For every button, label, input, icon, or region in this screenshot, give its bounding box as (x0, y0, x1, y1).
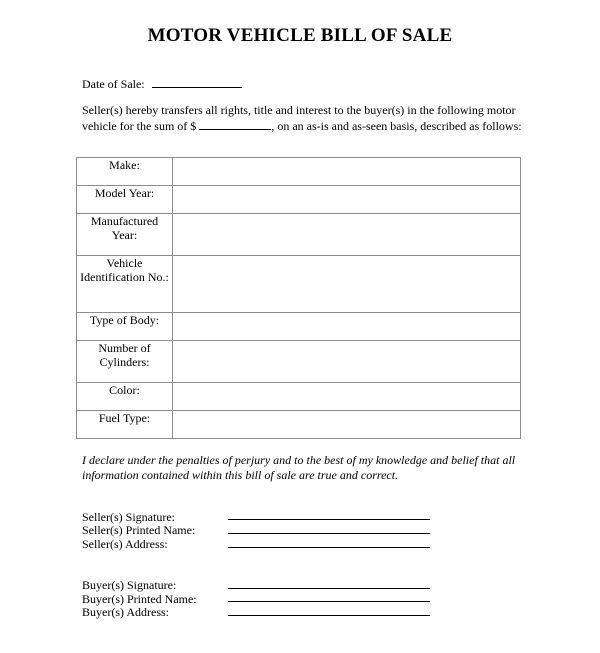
transfer-statement-part1: Seller(s) hereby transfers all rights, title and interest to the buyer(s) in the following motor vehicle for the sum of $ (82, 103, 516, 133)
perjury-declaration: I declare under the penalties of perjury and to the best of my knowledge and belief that all information contained within this bill of sale are true and correct. (82, 453, 516, 482)
transfer-statement (82, 103, 522, 134)
number-of-cylinders-field[interactable] (173, 341, 521, 383)
type-of-body-label: Type of Body: (77, 313, 173, 341)
color-label: Color: (77, 383, 173, 411)
sale-amount-field[interactable] (199, 118, 271, 130)
seller-signature-line[interactable] (228, 519, 430, 520)
seller-address-label: Seller(s) Address: (82, 537, 168, 551)
table-row (77, 383, 521, 411)
fuel-type-label: Fuel Type: (77, 411, 173, 439)
manufactured-year-field[interactable] (173, 214, 521, 256)
document-title: MOTOR VEHICLE BILL OF SALE (147, 25, 453, 46)
table-row (77, 341, 521, 383)
type-of-body-field[interactable] (173, 313, 521, 341)
buyer-signature-line[interactable] (228, 588, 430, 589)
manufactured-year-label: Manufactured Year: (77, 214, 173, 256)
transfer-statement-part2: , on an as-is and as-seen basis, described as follows: (271, 119, 522, 133)
table-row (77, 256, 521, 313)
table-row (77, 158, 521, 186)
vin-field[interactable] (173, 256, 521, 313)
table-row (77, 411, 521, 439)
buyer-printed-name-line[interactable] (228, 601, 430, 602)
fuel-type-field[interactable] (173, 411, 521, 439)
buyer-address-line[interactable] (228, 615, 430, 616)
table-row (77, 214, 521, 256)
date-of-sale-field[interactable] (152, 76, 242, 88)
seller-printed-name-line[interactable] (228, 533, 430, 534)
table-row (77, 313, 521, 341)
color-field[interactable] (173, 383, 521, 411)
buyer-printed-name-label: Buyer(s) Printed Name: (82, 592, 197, 606)
table-row (77, 186, 521, 214)
buyer-signature-label: Buyer(s) Signature: (82, 578, 177, 592)
make-field[interactable] (173, 158, 521, 186)
date-of-sale-label: Date of Sale: (82, 77, 145, 91)
vin-label: Vehicle Identification No.: (77, 256, 173, 313)
model-year-label: Model Year: (77, 186, 173, 214)
make-label: Make: (77, 158, 173, 186)
model-year-field[interactable] (173, 186, 521, 214)
date-of-sale-row (82, 76, 242, 92)
seller-signature-label: Seller(s) Signature: (82, 510, 175, 524)
seller-address-line[interactable] (228, 547, 430, 548)
buyer-address-label: Buyer(s) Address: (82, 605, 169, 619)
vehicle-details-table (76, 157, 521, 439)
seller-printed-name-label: Seller(s) Printed Name: (82, 523, 196, 537)
number-of-cylinders-label: Number of Cylinders: (77, 341, 173, 383)
